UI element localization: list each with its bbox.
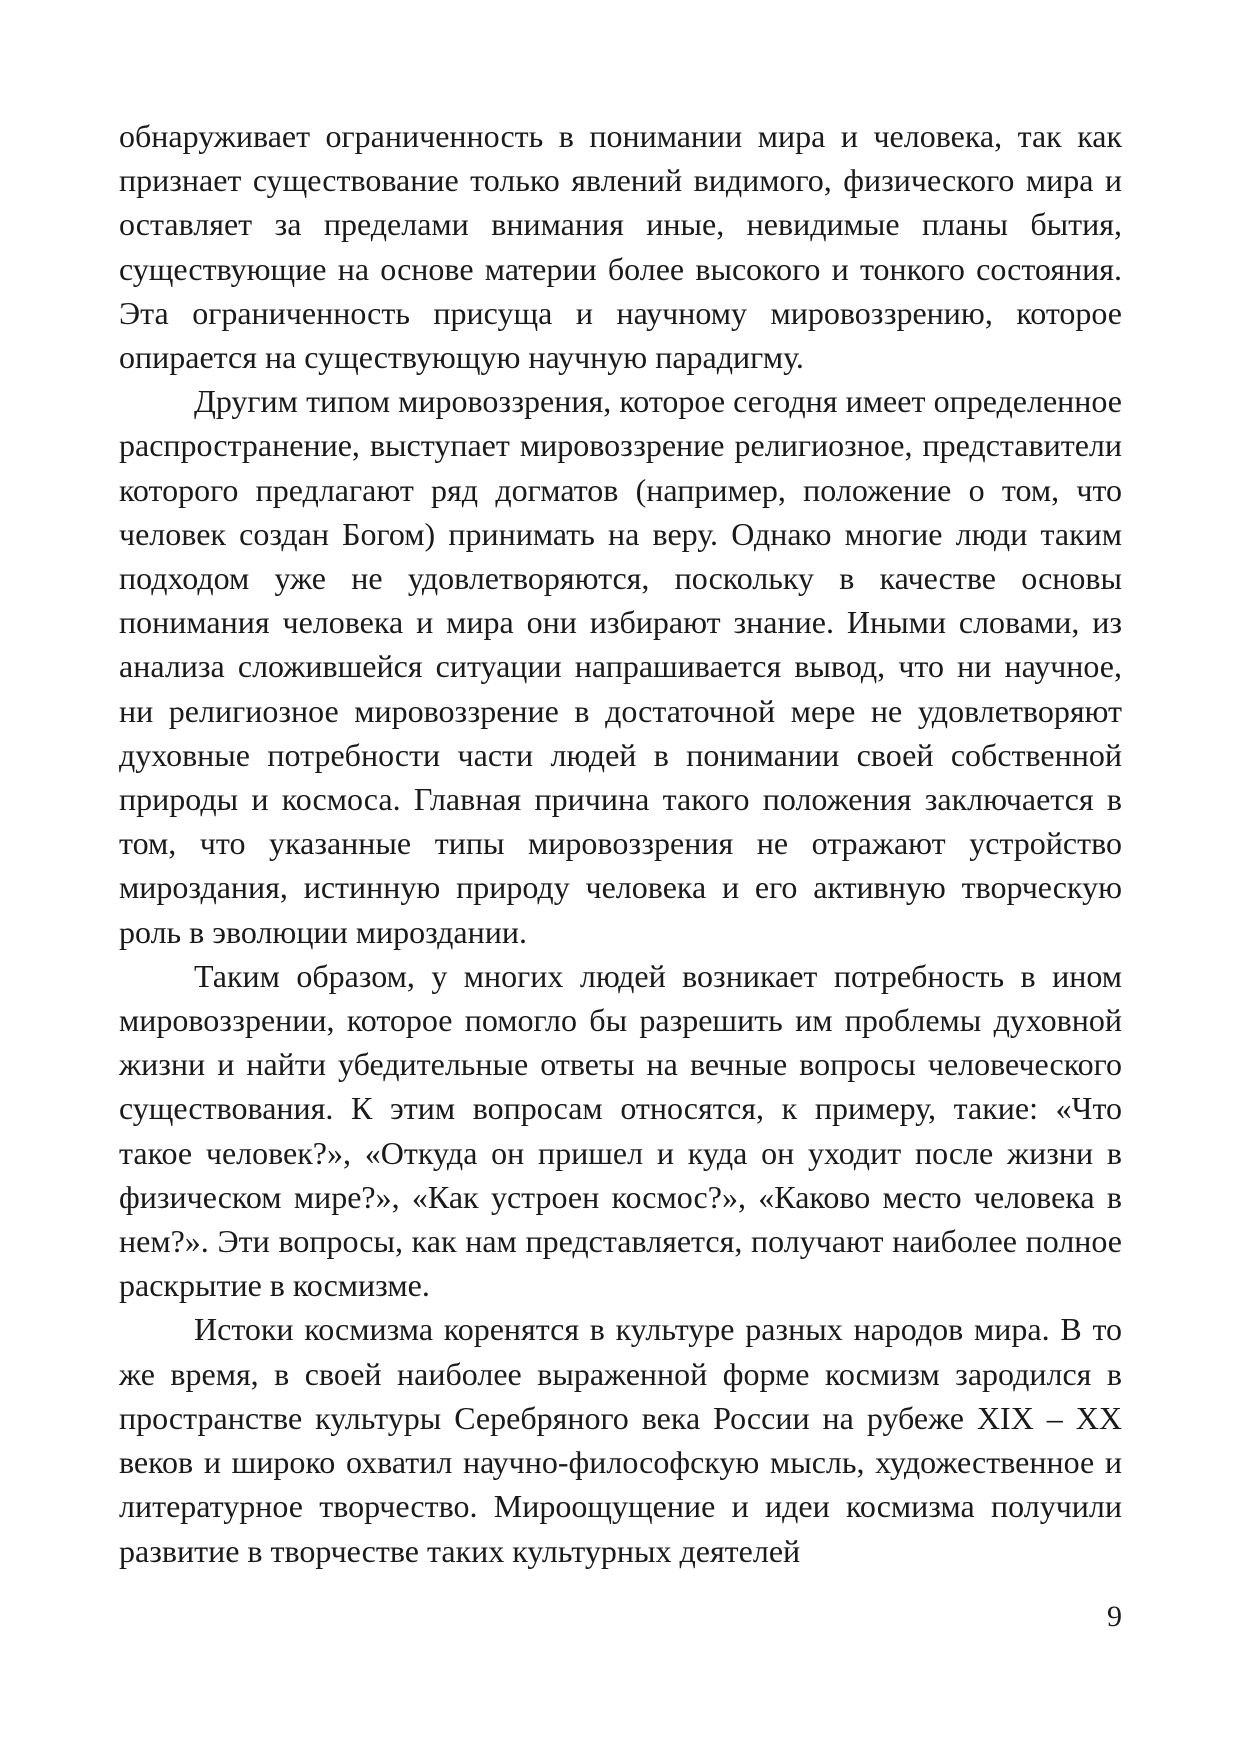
paragraph-need-for-worldview: Таким образом, у многих людей возникает потребность в ином мировоззрении, которое помогло бы разрешить им проблемы духовной жизни и найти убедительные ответы на вечные вопросы человеческого существования. К этим вопросам относятся, к примеру, такие: «Что такое человек?», «Откуда он пришел и куда он уходит после жизни в физическом мире?», «Как устроен космос?», «Каково место человека в нем?». Эти вопросы, как нам представляется, получают наиболее полное раскрытие в космизме.	[119, 957, 1122, 1304]
paragraph-continued: обнаруживает ограниченность в понимании мира и человека, так как признает существование только явлений видимого, физического мира и оставляет за пределами внимания иные, невидимые планы бытия, существующие на основе материи более высокого и тонкого состояния. Эта ограниченность присуща и научному мировоззрению, которое опирается на существующую научную парадигму.	[119, 118, 1122, 376]
paragraph-origins-of-cosmism: Истоки космизма коренятся в культуре разных народов мира. В то же время, в своей наиболее выраженной форме космизм зародился в пространстве культуры Серебряного века России на рубеже XIX – XX веков и широко охватил научно-философскую мысль, художественное и литературное творчество. Мироощущение и идеи космизма получили развитие в творчестве таких культурных деятелей	[119, 1311, 1122, 1569]
body-text	[119, 114, 1122, 1573]
page-number: 9	[1107, 1600, 1122, 1633]
paragraph-religious-worldview: Другим типом мировоззрения, которое сегодня имеет определенное распространение, выступает мировоззрение религиозное, представители которого предлагают ряд догматов (например, положение о том, что человек создан Богом) принимать на веру. Однако многие люди таким подходом уже не удовлетворяются, поскольку в качестве основы понимания человека и мира они избирают знание. Иными словами, из анализа сложившейся ситуации напрашивается вывод, что ни научное, ни религиозное мировоззрение в достаточной мере не удовлетворяют духовные потребности части людей в понимании своей собственной природы и космоса. Главная причина такого положения заключается в том, что указанные типы мировоззрения не отражают устройство мироздания, истинную природу человека и его активную творческую роль в эволюции мироздании.	[119, 383, 1122, 950]
